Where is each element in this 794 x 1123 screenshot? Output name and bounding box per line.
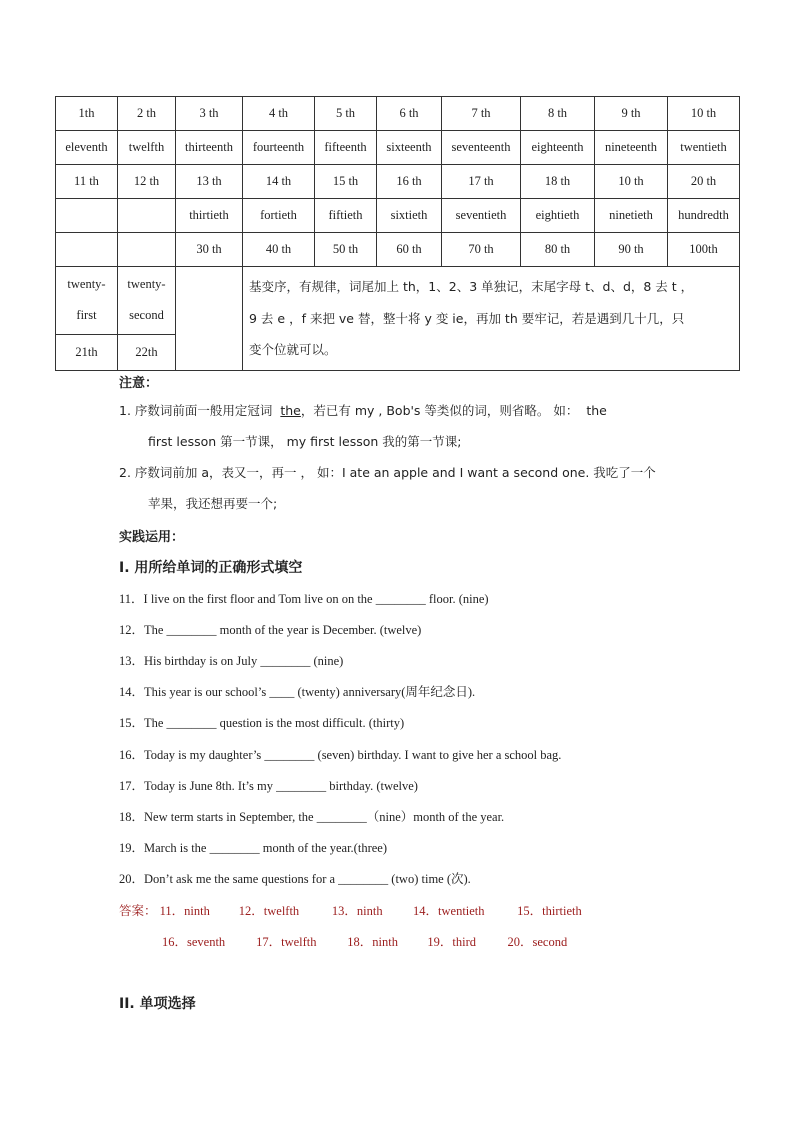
table-cell bbox=[56, 233, 118, 267]
table-cell: ninetieth bbox=[595, 199, 668, 233]
answers-line-2 bbox=[162, 932, 567, 950]
table-cell: 12 th bbox=[118, 165, 176, 199]
rule-line: 变个位就可以。 bbox=[249, 342, 337, 357]
table-cell: 80 th bbox=[521, 233, 595, 267]
answers-line-1 bbox=[119, 901, 582, 919]
answer-label: 答案： bbox=[119, 903, 157, 918]
table-row bbox=[56, 199, 740, 233]
table-row bbox=[56, 97, 740, 131]
table-row bbox=[56, 267, 740, 335]
answer-item: 16．seventh bbox=[162, 935, 226, 949]
note-text: the bbox=[586, 403, 607, 418]
cell-text: twenty- bbox=[67, 277, 106, 292]
table-cell: twelfth bbox=[118, 131, 176, 165]
answer-item: 18．ninth bbox=[347, 935, 398, 949]
table-cell: 10 th bbox=[595, 165, 668, 199]
table-cell: sixteenth bbox=[377, 131, 442, 165]
note-2-line-1: 2. 序数词前加 a，表又一，再一 ， 如：I ate an apple and I want a second one. 我吃了一个 bbox=[119, 465, 656, 480]
table-cell: 30 th bbox=[176, 233, 243, 267]
table-cell: 15 th bbox=[315, 165, 377, 199]
table-cell: fortieth bbox=[243, 199, 315, 233]
cell-text: first bbox=[76, 308, 97, 323]
table-cell: fifteenth bbox=[315, 131, 377, 165]
table-cell: 14 th bbox=[243, 165, 315, 199]
table-cell: 13 th bbox=[176, 165, 243, 199]
table-cell bbox=[118, 199, 176, 233]
section-2-heading: II. 单项选择 bbox=[119, 996, 196, 1012]
exercise-item: 19．March is the ________ month of the year.(three) bbox=[119, 841, 387, 855]
table-row bbox=[56, 131, 740, 165]
table-cell: 16 th bbox=[377, 165, 442, 199]
table-cell: eleventh bbox=[56, 131, 118, 165]
table-cell: twentieth bbox=[668, 131, 740, 165]
table-cell: 7 th bbox=[442, 97, 521, 131]
exercise-item: 16．Today is my daughter’s ________ (seven) birthday. I want to give her a school bag. bbox=[119, 748, 562, 762]
answer-item: 14．twentieth bbox=[413, 904, 485, 918]
table-cell-twenty-first bbox=[56, 267, 118, 335]
table-cell: 2 th bbox=[118, 97, 176, 131]
table-cell: 18 th bbox=[521, 165, 595, 199]
table-cell: 100th bbox=[668, 233, 740, 267]
table-cell: thirteenth bbox=[176, 131, 243, 165]
table-cell: 9 th bbox=[595, 97, 668, 131]
note-text: 1. 序数词前面一般用定冠词 bbox=[119, 403, 273, 418]
exercise-item: 17．Today is June 8th. It’s my ________ birthday. (twelve) bbox=[119, 779, 418, 793]
exercise-item: 11．I live on the first floor and Tom live on on the ________ floor. (nine) bbox=[119, 592, 489, 606]
table-cell-empty bbox=[176, 267, 243, 371]
cell-text: twenty- bbox=[127, 277, 166, 292]
table-cell: nineteenth bbox=[595, 131, 668, 165]
table-cell: seventeenth bbox=[442, 131, 521, 165]
answer-item: 12．twelfth bbox=[238, 904, 300, 918]
exercise-item: 13．His birthday is on July ________ (nine) bbox=[119, 654, 344, 668]
table-cell bbox=[56, 199, 118, 233]
cell-text: second bbox=[129, 308, 164, 323]
section-1-heading: I. 用所给单词的正确形式填空 bbox=[119, 560, 303, 576]
table-cell bbox=[118, 233, 176, 267]
table-row bbox=[56, 233, 740, 267]
table-row bbox=[56, 165, 740, 199]
exercise-item: 15．The ________ question is the most difficult. (thirty) bbox=[119, 716, 405, 730]
answer-item: 19．third bbox=[427, 935, 476, 949]
practice-heading: 实践运用： bbox=[119, 530, 185, 545]
ordinal-table bbox=[55, 96, 740, 371]
note-1-line-2: first lesson 第一节课， my first lesson 我的第一节课; bbox=[148, 434, 462, 449]
rule-line: 基变序，有规律，词尾加上 th，1、2、3 单独记，末尾字母 t、d、d，8 去 t ， bbox=[249, 279, 694, 294]
table-cell: 3 th bbox=[176, 97, 243, 131]
table-cell: 4 th bbox=[243, 97, 315, 131]
table-cell: 10 th bbox=[668, 97, 740, 131]
table-cell: 90 th bbox=[595, 233, 668, 267]
note-1-line-1 bbox=[119, 401, 607, 419]
table-cell: 22th bbox=[118, 334, 176, 370]
table-cell: 8 th bbox=[521, 97, 595, 131]
table-cell: seventieth bbox=[442, 199, 521, 233]
table-cell: 1th bbox=[56, 97, 118, 131]
table-cell: sixtieth bbox=[377, 199, 442, 233]
exercise-item: 14．This year is our school’s ____ (twenty) anniversary(周年纪念日). bbox=[119, 685, 476, 699]
table-cell: 60 th bbox=[377, 233, 442, 267]
table-cell: hundredth bbox=[668, 199, 740, 233]
table-cell: eighteenth bbox=[521, 131, 595, 165]
notes-heading: 注意： bbox=[119, 376, 159, 391]
table-cell: fourteenth bbox=[243, 131, 315, 165]
table-cell: thirtieth bbox=[176, 199, 243, 233]
table-cell: eightieth bbox=[521, 199, 595, 233]
exercise-item: 12．The ________ month of the year is December. (twelve) bbox=[119, 623, 422, 637]
note-text: ，若已有 my , Bob's 等类似的词，则省略。 如： bbox=[300, 403, 579, 418]
table-cell: 50 th bbox=[315, 233, 377, 267]
table-cell: fiftieth bbox=[315, 199, 377, 233]
answer-item: 17．twelfth bbox=[256, 935, 317, 949]
table-cell-twenty-second bbox=[118, 267, 176, 335]
table-cell: 20 th bbox=[668, 165, 740, 199]
note-the-underlined: the bbox=[280, 403, 301, 418]
answer-item: 11．ninth bbox=[159, 904, 210, 918]
exercise-item: 18．New term starts in September, the ________（nine）month of the year. bbox=[119, 810, 505, 824]
table-cell: 70 th bbox=[442, 233, 521, 267]
answer-item: 15．thirtieth bbox=[517, 904, 582, 918]
rule-line: 9 去 e ，f 来把 ve 替，整十将 y 变 ie，再加 th 要牢记，若是遇到几十几，只 bbox=[249, 310, 685, 326]
table-cell: 5 th bbox=[315, 97, 377, 131]
table-cell: 6 th bbox=[377, 97, 442, 131]
rule-note-cell bbox=[243, 267, 740, 371]
note-2-line-2: 苹果，我还想再要一个; bbox=[148, 496, 278, 511]
table-cell: 40 th bbox=[243, 233, 315, 267]
exercise-item: 20．Don’t ask me the same questions for a ________ (two) time (次). bbox=[119, 872, 471, 886]
table-cell: 11 th bbox=[56, 165, 118, 199]
answer-item: 13．ninth bbox=[331, 904, 383, 918]
table-cell: 21th bbox=[56, 334, 118, 370]
answer-item: 20．second bbox=[507, 935, 568, 949]
table-cell: 17 th bbox=[442, 165, 521, 199]
